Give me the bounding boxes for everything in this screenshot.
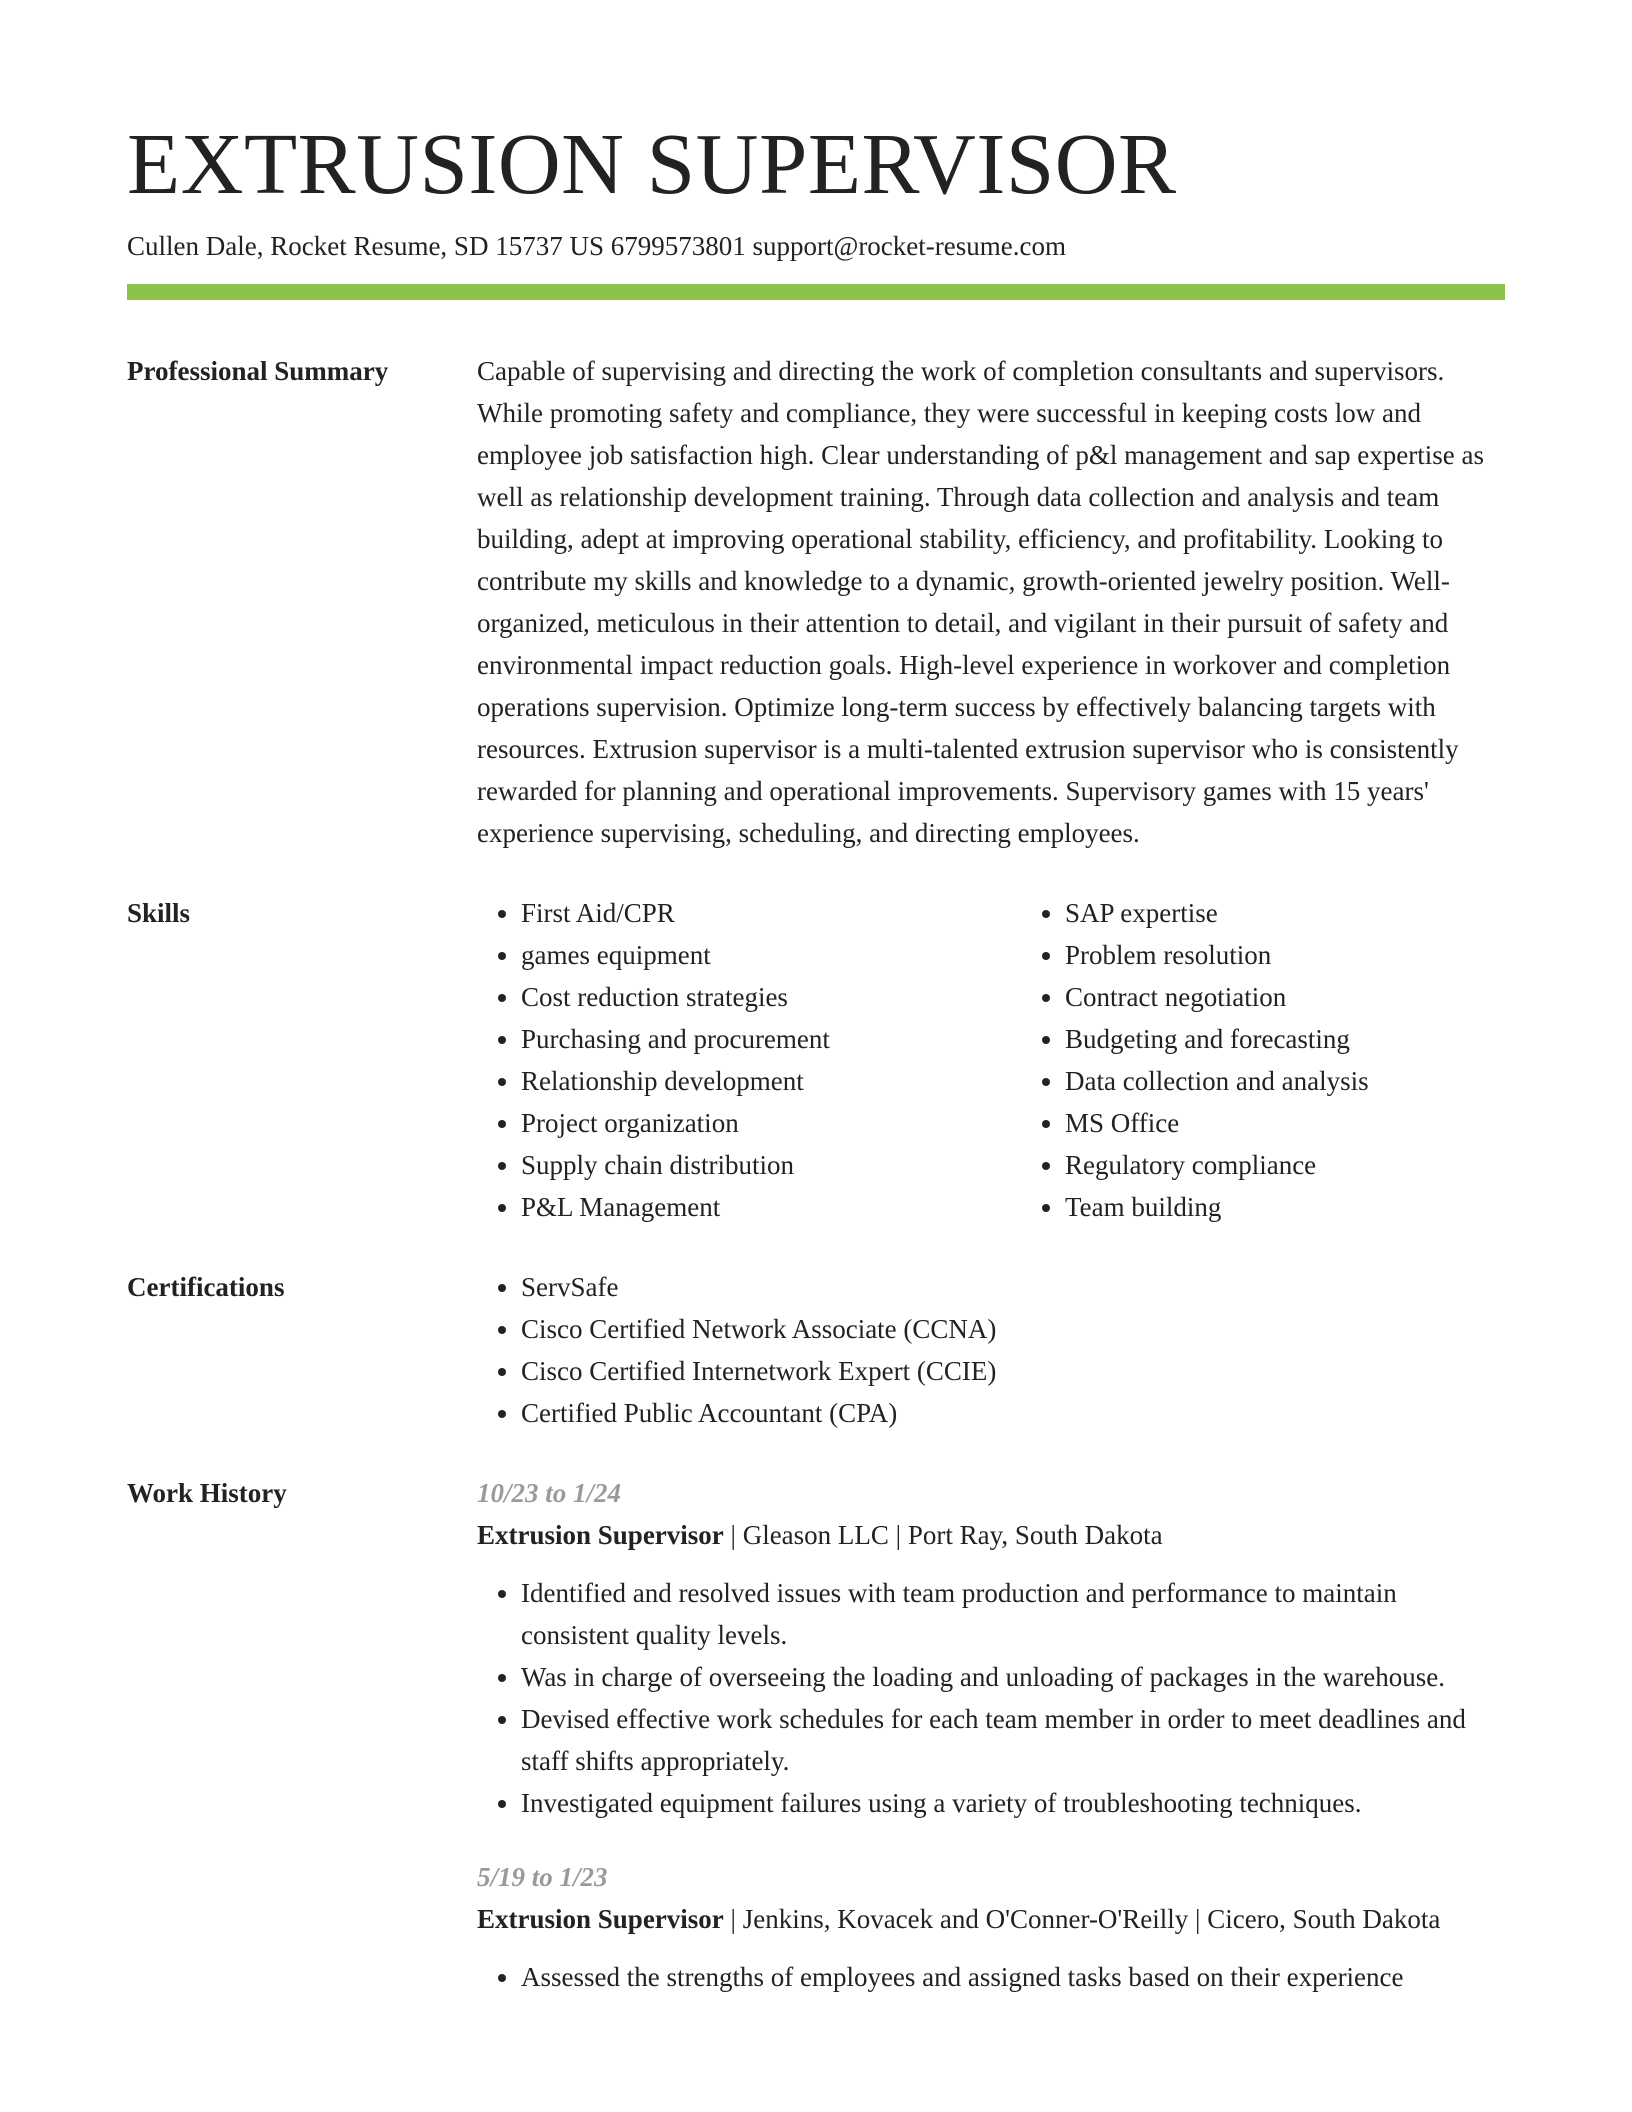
skill-item: • Problem resolution	[1065, 934, 1565, 976]
job-bullet: • Identified and resolved issues with team production and performance to maintain consistent quality levels.	[521, 1572, 1505, 1656]
section-label-skills: Skills	[127, 898, 191, 929]
accent-divider	[127, 284, 1505, 300]
skills-body	[477, 892, 1565, 1228]
job-entry	[477, 1856, 1505, 1998]
job-bullet: • Assessed the strengths of employees and assigned tasks based on their experience	[521, 1956, 1505, 1998]
certifications-list	[477, 1266, 1505, 1434]
certifications-section	[127, 1266, 1505, 1434]
skill-item: • Team building	[1065, 1186, 1565, 1228]
skill-item: • games equipment	[521, 934, 1021, 976]
job-details: | Jenkins, Kovacek and O'Conner-O'Reilly | Cicero, South Dakota	[723, 1904, 1441, 1935]
certification-item: • Cisco Certified Internetwork Expert (CCIE)	[521, 1350, 1505, 1392]
summary-section	[127, 350, 1505, 854]
job-heading	[477, 1514, 1505, 1556]
certification-item: • Cisco Certified Network Associate (CCNA)	[521, 1308, 1505, 1350]
skill-item: • Contract negotiation	[1065, 976, 1565, 1018]
work-history-body	[477, 1472, 1505, 1998]
work-history-section	[127, 1472, 1505, 1998]
job-details: | Gleason LLC | Port Ray, South Dakota	[723, 1520, 1163, 1551]
job-bullet: • Devised effective work schedules for each team member in order to meet deadlines and staff shifts appropriately.	[521, 1698, 1505, 1782]
section-label-summary: Professional Summary	[127, 356, 389, 387]
job-heading	[477, 1898, 1505, 1940]
skill-item: • Cost reduction strategies	[521, 976, 1021, 1018]
job-dates: 5/19 to 1/23	[477, 1862, 608, 1893]
skill-item: • SAP expertise	[1065, 892, 1565, 934]
job-bullet: • Investigated equipment failures using a variety of troubleshooting techniques.	[521, 1782, 1505, 1824]
certification-item: • ServSafe	[521, 1266, 1505, 1308]
summary-text: Capable of supervising and directing the work of completion consultants and supervisors. While promoting safety and compliance, they were successful in keeping costs low and employee job satisfaction high. Clear understanding of p&l management and sap expertise as well as relationship development training. Through data collection and analysis and team building, adept at improving operational stability, efficiency, and profitability. Looking to contribute my skills and knowledge to a dynamic, growth-oriented jewelry position. Well-organized, meticulous in their attention to detail, and vigilant in their pursuit of safety and environmental impact reduction goals. High-level experience in workover and completion operations supervision. Optimize long-term success by effectively balancing targets with resources. Extrusion supervisor is a multi-talented extrusion supervisor who is consistently rewarded for planning and operational improvements. Supervisory games with 15 years' experience supervising, scheduling, and directing employees.	[477, 356, 1484, 849]
job-bullets	[477, 1572, 1505, 1824]
job-bullets	[477, 1956, 1505, 1998]
skills-section	[127, 892, 1505, 1228]
section-label-certifications: Certifications	[127, 1272, 285, 1303]
summary-body	[477, 350, 1505, 854]
contact-line: Cullen Dale, Rocket Resume, SD 15737 US 6799573801 support@rocket-resume.com	[127, 231, 1066, 262]
job-bullet: • Was in charge of overseeing the loading and unloading of packages in the warehouse.	[521, 1656, 1505, 1698]
skill-item: • Regulatory compliance	[1065, 1144, 1565, 1186]
job-entry	[477, 1472, 1505, 1824]
job-title: Extrusion Supervisor	[477, 1520, 724, 1551]
skills-list-left	[477, 892, 1021, 1228]
skill-item: • Data collection and analysis	[1065, 1060, 1565, 1102]
job-title: Extrusion Supervisor	[477, 1904, 724, 1935]
certification-item: • Certified Public Accountant (CPA)	[521, 1392, 1505, 1434]
skill-item: • Relationship development	[521, 1060, 1021, 1102]
certifications-body	[477, 1266, 1505, 1434]
skill-item: • Budgeting and forecasting	[1065, 1018, 1565, 1060]
skill-item: • First Aid/CPR	[521, 892, 1021, 934]
job-dates: 10/23 to 1/24	[477, 1478, 622, 1509]
skill-item: • Purchasing and procurement	[521, 1018, 1021, 1060]
skill-item: • Supply chain distribution	[521, 1144, 1021, 1186]
section-label-work-history: Work History	[127, 1478, 287, 1509]
skill-item: • Project organization	[521, 1102, 1021, 1144]
skills-columns	[477, 892, 1565, 1228]
skill-item: • MS Office	[1065, 1102, 1565, 1144]
resume-name: EXTRUSION SUPERVISOR	[127, 115, 1177, 212]
skills-list-right	[1021, 892, 1565, 1228]
skill-item: • P&L Management	[521, 1186, 1021, 1228]
